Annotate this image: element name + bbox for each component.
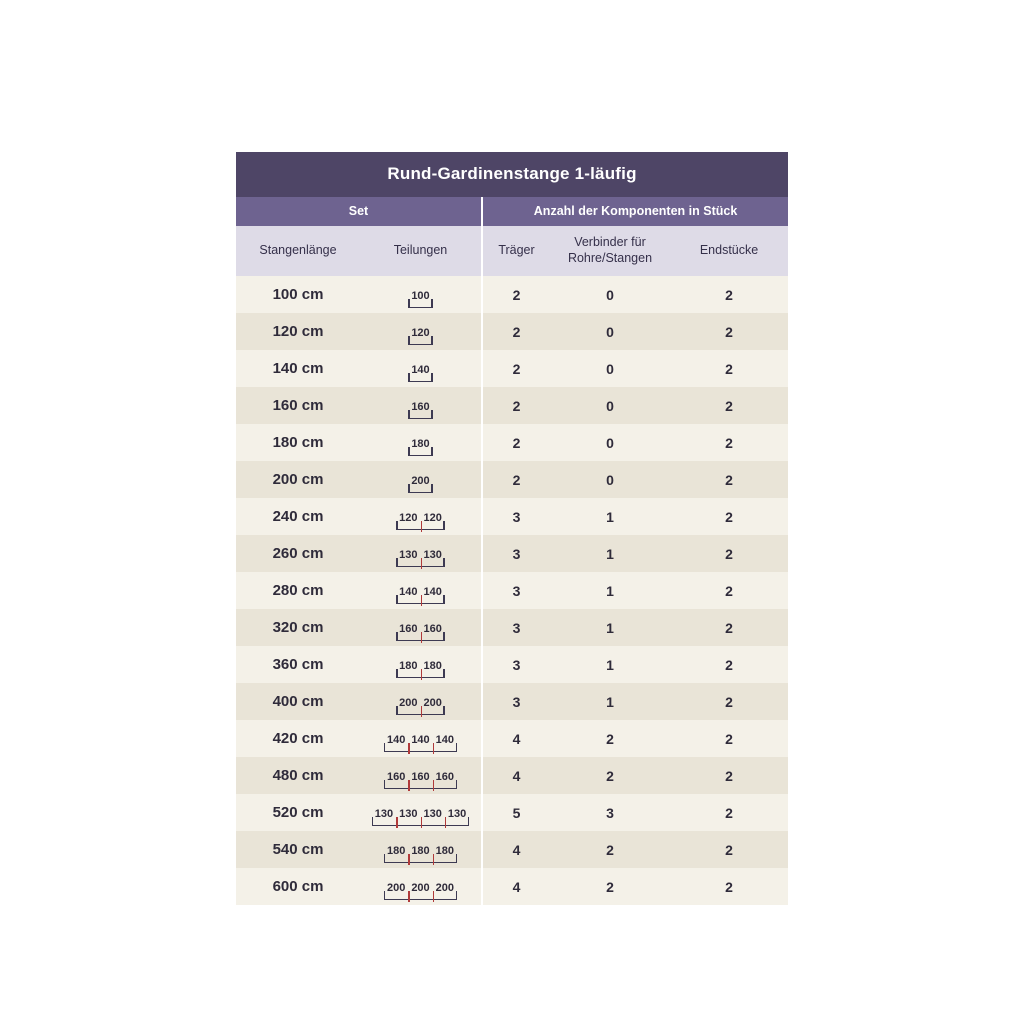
end-tick-icon [431, 373, 433, 382]
segment-diagram [360, 541, 481, 567]
end-tick-icon [384, 891, 386, 900]
end-tick-icon [443, 521, 445, 530]
table-row [236, 350, 788, 387]
segment-label: 130 [399, 807, 418, 820]
cell-teilungen [360, 831, 482, 868]
cell-teilungen [360, 794, 482, 831]
segment [433, 732, 457, 752]
cell-traeger: 4 [482, 757, 550, 794]
segment-label: 130 [423, 807, 442, 820]
cell-traeger: 3 [482, 683, 550, 720]
segment-label: 140 [411, 363, 430, 376]
column-header-stangenlaenge: Stangenlänge [236, 226, 360, 276]
table-title-row [236, 152, 788, 197]
segment-label: 180 [423, 659, 442, 672]
table-row [236, 683, 788, 720]
cell-traeger: 3 [482, 646, 550, 683]
cell-endstuecke: 2 [670, 646, 788, 683]
end-tick-icon [443, 558, 445, 567]
segment-diagram [360, 726, 481, 752]
cell-endstuecke: 2 [670, 831, 788, 868]
cell-verbinder: 0 [550, 276, 670, 313]
cell-verbinder: 2 [550, 720, 670, 757]
segment-diagram [360, 615, 481, 641]
cell-verbinder: 1 [550, 572, 670, 609]
end-tick-icon [408, 299, 410, 308]
table-row [236, 794, 788, 831]
end-tick-icon [456, 854, 458, 863]
table-row [236, 461, 788, 498]
joint-marker-icon [408, 780, 410, 791]
cell-verbinder: 3 [550, 794, 670, 831]
segment-label: 140 [386, 733, 406, 746]
cell-stangenlaenge: 320 cm [236, 609, 360, 646]
segment [396, 584, 420, 604]
cell-verbinder: 1 [550, 646, 670, 683]
end-tick-icon [456, 780, 458, 789]
cell-traeger: 3 [482, 609, 550, 646]
cell-verbinder: 2 [550, 868, 670, 905]
segment [421, 806, 445, 826]
end-tick-icon [443, 595, 445, 604]
cell-verbinder: 0 [550, 424, 670, 461]
table-row [236, 572, 788, 609]
cell-stangenlaenge: 180 cm [236, 424, 360, 461]
group-header-components: Anzahl der Komponenten in Stück [482, 197, 788, 226]
joint-marker-icon [421, 669, 423, 680]
table-row [236, 424, 788, 461]
cell-verbinder: 0 [550, 387, 670, 424]
segment [396, 621, 420, 641]
end-tick-icon [431, 336, 433, 345]
group-header-set: Set [236, 197, 482, 226]
end-tick-icon [408, 447, 410, 456]
segment [408, 436, 432, 456]
segment [408, 769, 432, 789]
end-tick-icon [408, 410, 410, 419]
cell-endstuecke: 2 [670, 461, 788, 498]
cell-teilungen [360, 498, 482, 535]
cell-stangenlaenge: 200 cm [236, 461, 360, 498]
joint-marker-icon [421, 521, 423, 532]
cell-endstuecke: 2 [670, 313, 788, 350]
column-header-verbinder: Verbinder für Rohre/Stangen [550, 226, 670, 276]
table-row [236, 868, 788, 905]
joint-marker-icon [433, 854, 435, 865]
segment-label: 140 [423, 585, 442, 598]
segment [384, 769, 408, 789]
joint-marker-icon [421, 632, 423, 643]
segment [408, 473, 432, 493]
segment [384, 843, 408, 863]
cell-endstuecke: 2 [670, 720, 788, 757]
end-tick-icon [396, 669, 398, 678]
end-tick-icon [396, 632, 398, 641]
cell-teilungen [360, 350, 482, 387]
joint-marker-icon [421, 706, 423, 717]
table-body [236, 276, 788, 905]
cell-endstuecke: 2 [670, 276, 788, 313]
cell-verbinder: 1 [550, 683, 670, 720]
end-tick-icon [456, 891, 458, 900]
joint-marker-icon [408, 891, 410, 902]
table-row [236, 535, 788, 572]
segment-label: 160 [435, 770, 455, 783]
column-header-endstuecke: Endstücke [670, 226, 788, 276]
cell-endstuecke: 2 [670, 387, 788, 424]
cell-endstuecke: 2 [670, 757, 788, 794]
segment [372, 806, 396, 826]
end-tick-icon [431, 410, 433, 419]
cell-traeger: 2 [482, 276, 550, 313]
segment-label: 130 [374, 807, 394, 820]
cell-traeger: 2 [482, 313, 550, 350]
cell-teilungen [360, 387, 482, 424]
table-head [236, 152, 788, 276]
joint-marker-icon [433, 743, 435, 754]
segment [408, 325, 432, 345]
end-tick-icon [408, 336, 410, 345]
segment-label: 200 [399, 696, 418, 709]
segment-diagram [360, 837, 481, 863]
cell-teilungen [360, 868, 482, 905]
segment [384, 880, 408, 900]
cell-stangenlaenge: 400 cm [236, 683, 360, 720]
cell-teilungen [360, 683, 482, 720]
cell-verbinder: 0 [550, 350, 670, 387]
cell-traeger: 2 [482, 387, 550, 424]
cell-teilungen [360, 313, 482, 350]
table-row [236, 313, 788, 350]
segment-label: 200 [411, 881, 430, 894]
cell-endstuecke: 2 [670, 868, 788, 905]
column-header-traeger: Träger [482, 226, 550, 276]
segment-label: 180 [435, 844, 455, 857]
segment-label: 160 [423, 622, 442, 635]
cell-stangenlaenge: 520 cm [236, 794, 360, 831]
end-tick-icon [431, 447, 433, 456]
cell-stangenlaenge: 420 cm [236, 720, 360, 757]
cell-endstuecke: 2 [670, 535, 788, 572]
segment-label: 200 [386, 881, 406, 894]
table-row [236, 276, 788, 313]
segment [408, 288, 432, 308]
segment [396, 547, 420, 567]
joint-marker-icon [433, 780, 435, 791]
segment-label: 100 [411, 289, 430, 302]
cell-endstuecke: 2 [670, 609, 788, 646]
cell-traeger: 2 [482, 424, 550, 461]
cell-verbinder: 1 [550, 609, 670, 646]
end-tick-icon [431, 484, 433, 493]
table-row [236, 498, 788, 535]
segment [396, 510, 420, 530]
cell-teilungen [360, 757, 482, 794]
segment [384, 732, 408, 752]
segment-diagram [360, 763, 481, 789]
segment-diagram [360, 689, 481, 715]
end-tick-icon [396, 558, 398, 567]
table-row [236, 720, 788, 757]
cell-teilungen [360, 646, 482, 683]
cell-stangenlaenge: 260 cm [236, 535, 360, 572]
segment-label: 160 [399, 622, 418, 635]
segment-diagram [360, 578, 481, 604]
segment-diagram [360, 430, 481, 456]
cell-verbinder: 2 [550, 831, 670, 868]
cell-traeger: 3 [482, 572, 550, 609]
cell-stangenlaenge: 140 cm [236, 350, 360, 387]
cell-traeger: 3 [482, 498, 550, 535]
cell-stangenlaenge: 360 cm [236, 646, 360, 683]
segment-label: 140 [435, 733, 455, 746]
joint-marker-icon [433, 891, 435, 902]
cell-endstuecke: 2 [670, 424, 788, 461]
segment-label: 200 [435, 881, 455, 894]
end-tick-icon [408, 484, 410, 493]
segment [396, 695, 420, 715]
segment-label: 120 [411, 326, 430, 339]
end-tick-icon [443, 669, 445, 678]
segment-diagram [360, 874, 481, 900]
segment-label: 140 [399, 585, 418, 598]
segment [433, 769, 457, 789]
segment [433, 843, 457, 863]
cell-verbinder: 2 [550, 757, 670, 794]
segment-label: 180 [386, 844, 406, 857]
segment-label: 140 [411, 733, 430, 746]
cell-teilungen [360, 276, 482, 313]
end-tick-icon [456, 743, 458, 752]
segment [421, 584, 445, 604]
segment-diagram [360, 467, 481, 493]
table-row [236, 757, 788, 794]
end-tick-icon [443, 706, 445, 715]
joint-marker-icon [421, 817, 423, 828]
curtain-rod-spec-table [236, 152, 788, 905]
cell-traeger: 2 [482, 461, 550, 498]
end-tick-icon [384, 780, 386, 789]
segment-label: 130 [399, 548, 418, 561]
cell-stangenlaenge: 160 cm [236, 387, 360, 424]
segment [421, 547, 445, 567]
end-tick-icon [396, 595, 398, 604]
page-title: Rund-Gardinenstange 1-läufig [236, 152, 788, 197]
cell-teilungen [360, 572, 482, 609]
end-tick-icon [384, 854, 386, 863]
cell-verbinder: 0 [550, 313, 670, 350]
segment [408, 362, 432, 382]
cell-verbinder: 1 [550, 535, 670, 572]
segment-label: 160 [386, 770, 406, 783]
segment-diagram [360, 800, 481, 826]
segment-label: 200 [423, 696, 442, 709]
segment [421, 621, 445, 641]
end-tick-icon [468, 817, 470, 826]
end-tick-icon [372, 817, 374, 826]
joint-marker-icon [445, 817, 447, 828]
cell-endstuecke: 2 [670, 794, 788, 831]
segment [408, 843, 432, 863]
segment-diagram [360, 356, 481, 382]
segment-diagram [360, 319, 481, 345]
joint-marker-icon [408, 743, 410, 754]
segment-label: 180 [399, 659, 418, 672]
joint-marker-icon [396, 817, 398, 828]
cell-endstuecke: 2 [670, 683, 788, 720]
cell-endstuecke: 2 [670, 350, 788, 387]
cell-stangenlaenge: 120 cm [236, 313, 360, 350]
cell-teilungen [360, 535, 482, 572]
cell-teilungen [360, 720, 482, 757]
joint-marker-icon [421, 558, 423, 569]
cell-traeger: 3 [482, 535, 550, 572]
cell-stangenlaenge: 480 cm [236, 757, 360, 794]
cell-endstuecke: 2 [670, 498, 788, 535]
segment [421, 658, 445, 678]
segment [445, 806, 469, 826]
cell-traeger: 5 [482, 794, 550, 831]
segment-label: 160 [411, 400, 430, 413]
end-tick-icon [396, 706, 398, 715]
segment-label: 130 [447, 807, 467, 820]
cell-verbinder: 1 [550, 498, 670, 535]
cell-stangenlaenge: 280 cm [236, 572, 360, 609]
cell-stangenlaenge: 240 cm [236, 498, 360, 535]
segment [408, 880, 432, 900]
end-tick-icon [431, 299, 433, 308]
segment-label: 120 [423, 511, 442, 524]
cell-traeger: 4 [482, 831, 550, 868]
segment [408, 732, 432, 752]
segment-label: 160 [411, 770, 430, 783]
cell-traeger: 2 [482, 350, 550, 387]
table-row [236, 646, 788, 683]
column-header-teilungen: Teilungen [360, 226, 482, 276]
end-tick-icon [396, 521, 398, 530]
cell-verbinder: 0 [550, 461, 670, 498]
segment-diagram [360, 652, 481, 678]
table-group-header-row [236, 197, 788, 226]
segment [421, 695, 445, 715]
segment-diagram [360, 393, 481, 419]
cell-teilungen [360, 461, 482, 498]
end-tick-icon [408, 373, 410, 382]
segment-label: 180 [411, 437, 430, 450]
table-row [236, 831, 788, 868]
segment [433, 880, 457, 900]
cell-teilungen [360, 609, 482, 646]
segment-diagram [360, 282, 481, 308]
cell-stangenlaenge: 100 cm [236, 276, 360, 313]
cell-endstuecke: 2 [670, 572, 788, 609]
segment-diagram [360, 504, 481, 530]
cell-teilungen [360, 424, 482, 461]
joint-marker-icon [421, 595, 423, 606]
joint-marker-icon [408, 854, 410, 865]
segment-label: 200 [411, 474, 430, 487]
cell-traeger: 4 [482, 868, 550, 905]
end-tick-icon [384, 743, 386, 752]
segment-label: 130 [423, 548, 442, 561]
segment [408, 399, 432, 419]
segment [421, 510, 445, 530]
segment [396, 658, 420, 678]
table-row [236, 387, 788, 424]
cell-stangenlaenge: 540 cm [236, 831, 360, 868]
table-column-header-row [236, 226, 788, 276]
segment [396, 806, 420, 826]
segment-label: 120 [399, 511, 418, 524]
table-row [236, 609, 788, 646]
cell-traeger: 4 [482, 720, 550, 757]
end-tick-icon [443, 632, 445, 641]
cell-stangenlaenge: 600 cm [236, 868, 360, 905]
segment-label: 180 [411, 844, 430, 857]
spec-table-container [236, 152, 788, 905]
